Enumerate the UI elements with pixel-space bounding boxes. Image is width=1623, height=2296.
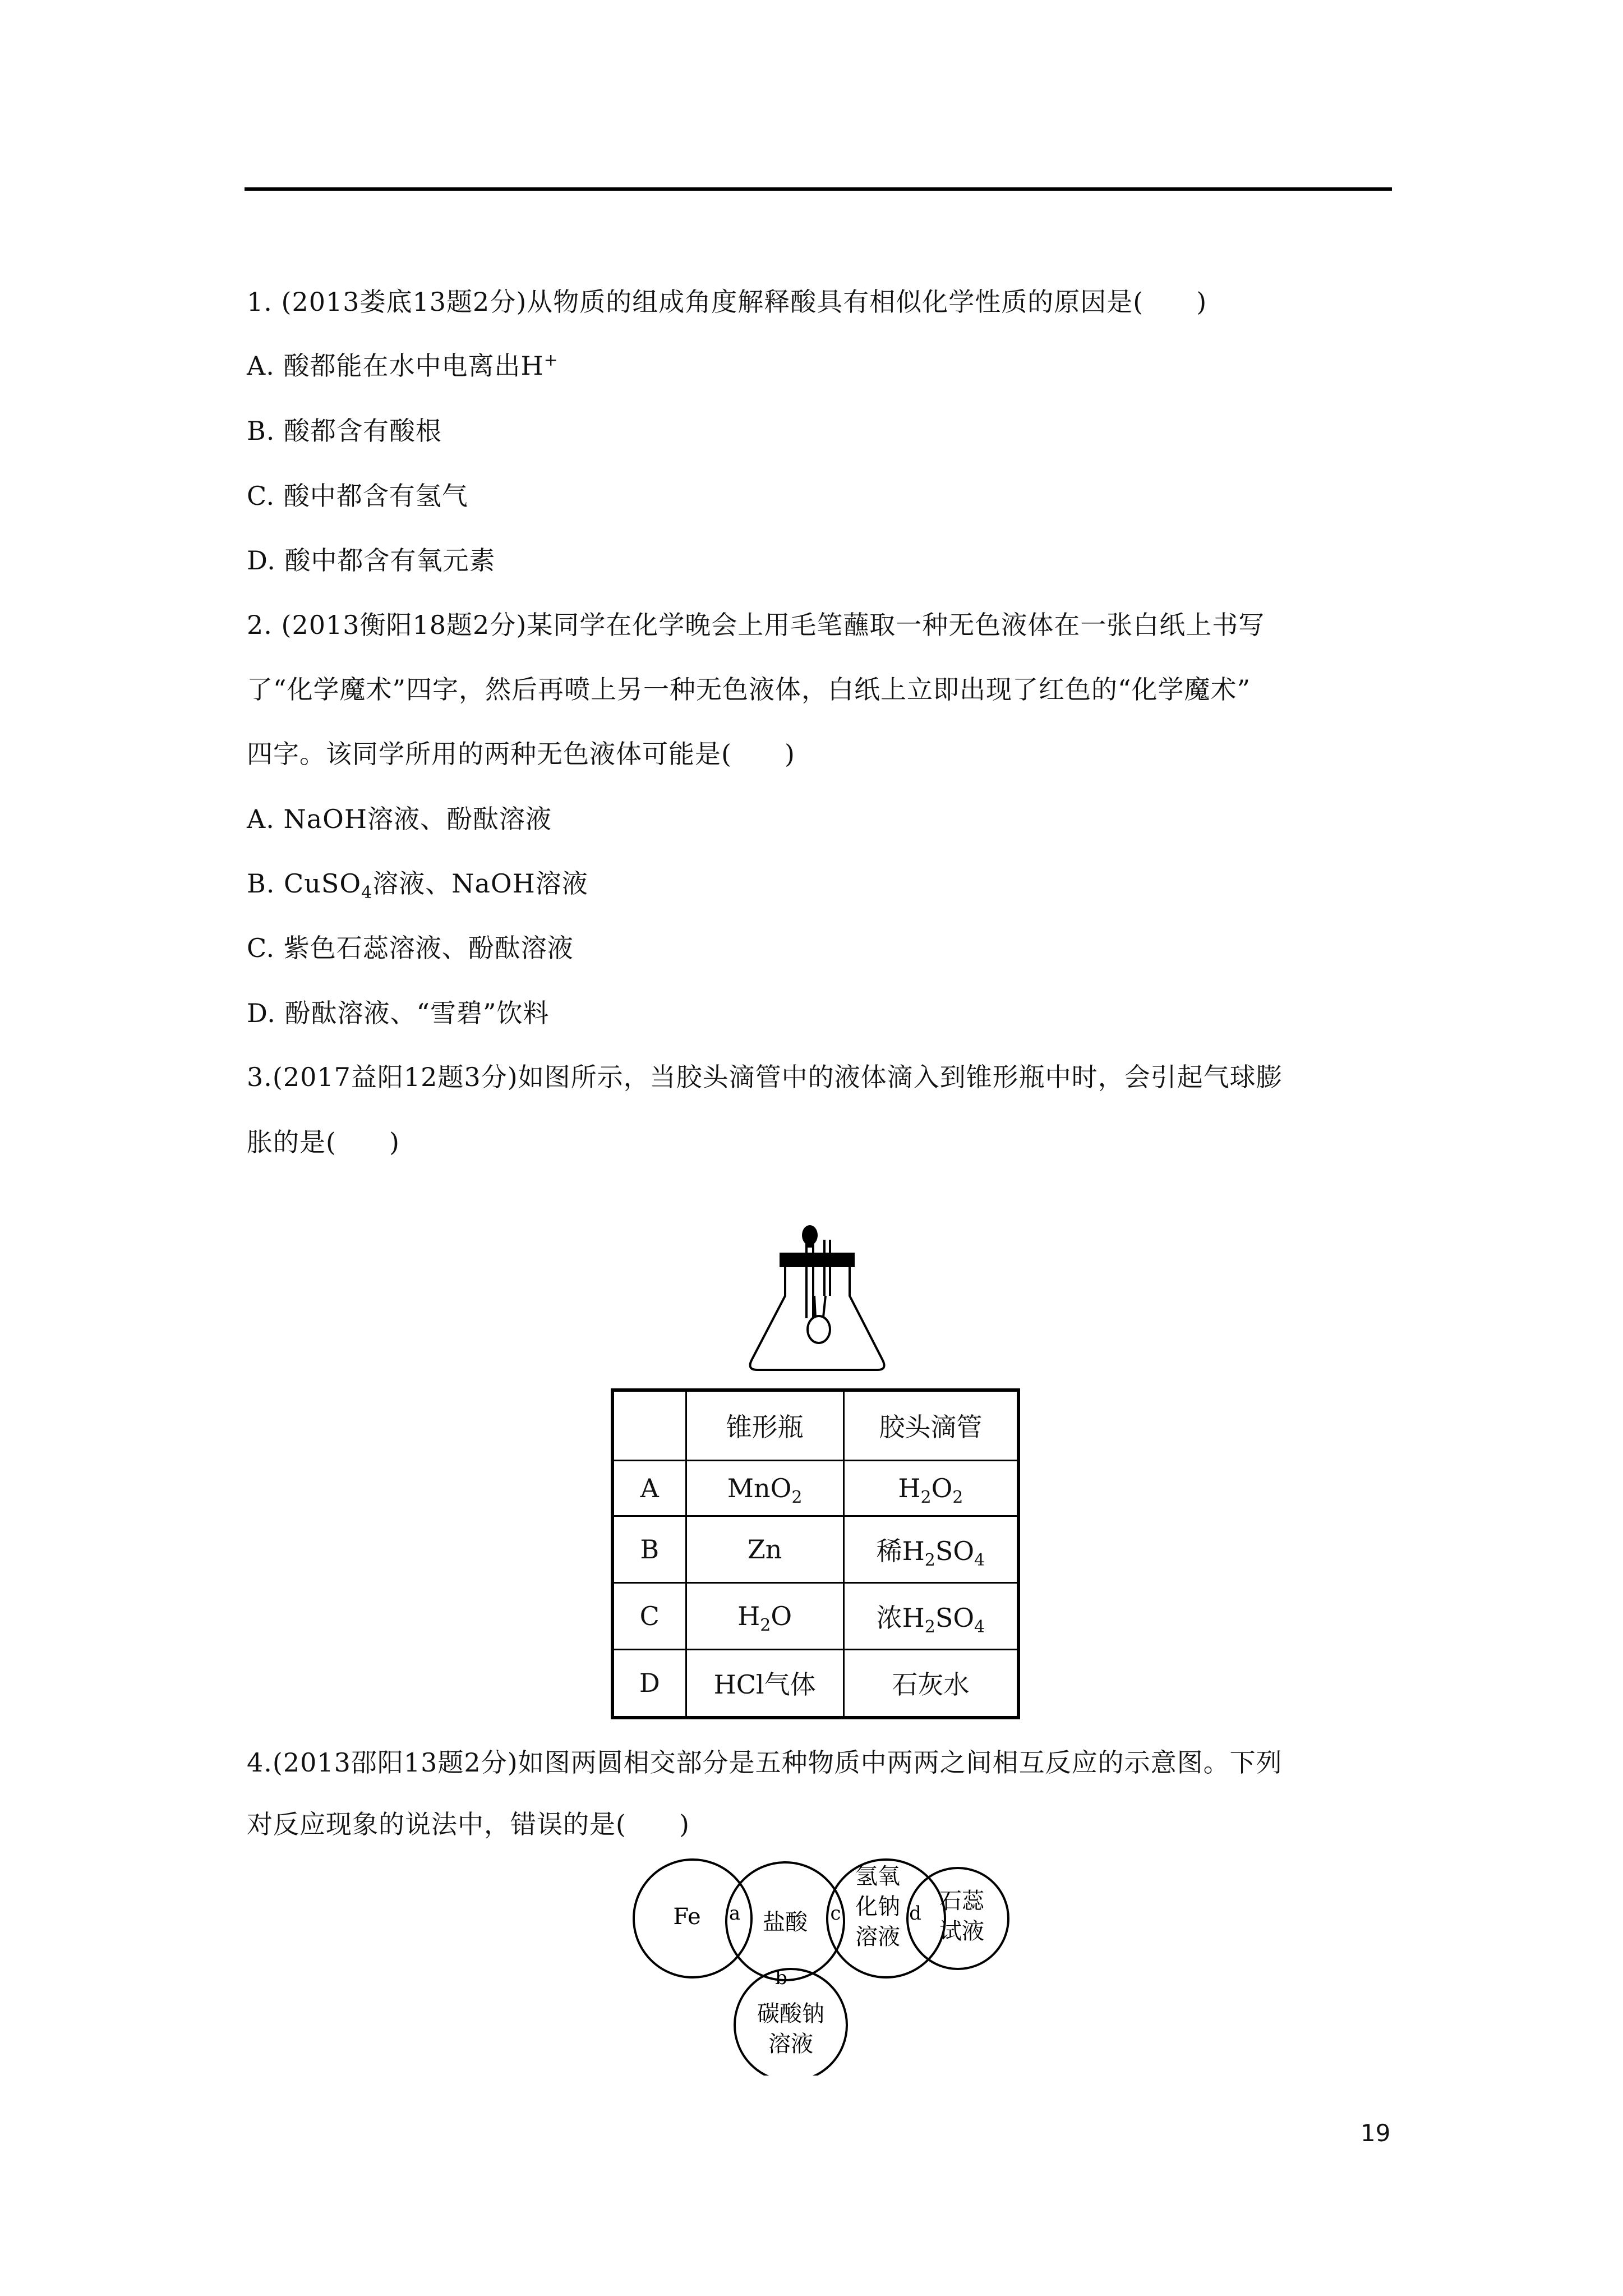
cell-part: MnO <box>727 1473 792 1503</box>
cell-part: O <box>931 1473 953 1503</box>
table-row <box>612 1460 1018 1516</box>
q1-option-a-sup: + <box>543 350 559 370</box>
header-rule <box>245 187 1392 191</box>
cell-sub: 2 <box>760 1615 771 1635</box>
table-cell: A <box>612 1460 686 1516</box>
q1-stem: 1. (2013娄底13题2分)从物质的组成角度解释酸具有相似化学性质的原因是( ) <box>247 287 1207 317</box>
table-header-cell <box>612 1390 686 1460</box>
table-header-row <box>612 1390 1018 1460</box>
cell-part: H <box>737 1600 760 1631</box>
table-row <box>612 1582 1018 1649</box>
table-cell: HCl气体 <box>686 1649 843 1718</box>
q2-stem-line-2: 了“化学魔术”四字，然后再喷上另一种无色液体，白纸上立即出现了红色的“化学魔术” <box>247 674 1251 705</box>
q3-table <box>611 1388 1020 1719</box>
cell-part: SO <box>935 1535 975 1566</box>
q2-option-b <box>247 867 588 903</box>
cell-sub: 4 <box>974 1617 985 1637</box>
q2-stem-line-3: 四字。该同学所用的两种无色液体可能是( ) <box>247 739 795 769</box>
q2-option-d: D. 酚酞溶液、“雪碧”饮料 <box>247 998 550 1028</box>
label-litmus-1: 石蕊 <box>939 1888 984 1914</box>
q1-option-a <box>247 349 559 383</box>
q2-option-b-part1: B. CuSO <box>247 868 362 899</box>
table-cell: 石灰水 <box>843 1649 1018 1718</box>
cell-sub: 2 <box>791 1487 803 1507</box>
q1-option-c: C. 酸中都含有氢气 <box>247 481 468 511</box>
q3-stem-line-2: 胀的是( ) <box>247 1127 400 1157</box>
q1-option-a-text: A. 酸都能在水中电离出H <box>247 351 544 381</box>
table-cell <box>843 1582 1018 1649</box>
page-number: 19 <box>1361 2119 1391 2147</box>
q2-option-c: C. 紫色石蕊溶液、酚酞溶液 <box>247 933 574 963</box>
q3-stem-line-1: 3.(2017益阳12题3分)如图所示，当胶头滴管中的液体滴入到锥形瓶中时，会引起气球膨 <box>247 1062 1283 1092</box>
table-cell: B <box>612 1516 686 1582</box>
label-c: c <box>830 1902 841 1925</box>
label-a: a <box>728 1902 741 1925</box>
label-b: b <box>775 1967 787 1989</box>
cell-part: 浓H <box>876 1602 925 1633</box>
cell-sub: 2 <box>952 1487 963 1507</box>
cell-sub: 4 <box>974 1550 985 1570</box>
cell-part: 稀H <box>876 1535 925 1566</box>
reaction-circles-diagram <box>623 1851 1015 2076</box>
q2-option-a: A. NaOH溶液、酚酞溶液 <box>247 804 552 834</box>
table-cell <box>686 1460 843 1516</box>
label-litmus-2: 试液 <box>939 1918 984 1944</box>
table-cell <box>843 1516 1018 1582</box>
q2-stem-line-1: 2. (2013衡阳18题2分)某同学在化学晚会上用毛笔蘸取一种无色液体在一张白纸上书写 <box>247 610 1265 640</box>
table-cell: Zn <box>686 1516 843 1582</box>
cell-sub: 2 <box>924 1550 935 1570</box>
q1-option-b: B. 酸都含有酸根 <box>247 416 442 446</box>
table-cell <box>686 1582 843 1649</box>
table-row <box>612 1516 1018 1582</box>
q2-option-b-part2: 溶液、NaOH溶液 <box>372 868 588 899</box>
flask-dropper-figure <box>740 1223 892 1386</box>
label-hcl: 盐酸 <box>763 1910 808 1935</box>
cell-part: O <box>771 1600 792 1631</box>
label-naoh-3: 溶液 <box>855 1924 900 1950</box>
q4-stem-line-1: 4.(2013邵阳13题2分)如图两圆相交部分是五种物质中两两之间相互反应的示意图。下列 <box>247 1747 1283 1778</box>
table-cell: C <box>612 1582 686 1649</box>
q2-option-b-sub: 4 <box>361 883 373 903</box>
label-na2co3-2: 溶液 <box>768 2031 813 2057</box>
label-naoh-1: 氢氧 <box>855 1864 900 1889</box>
label-naoh-2: 化钠 <box>855 1894 900 1920</box>
table-header-cell: 胶头滴管 <box>843 1390 1018 1460</box>
cell-sub: 2 <box>920 1487 932 1507</box>
table-header-cell: 锥形瓶 <box>686 1390 843 1460</box>
cell-part: SO <box>935 1602 975 1633</box>
cell-part: H <box>898 1473 921 1503</box>
table-cell <box>843 1460 1018 1516</box>
cell-sub: 2 <box>924 1617 935 1637</box>
table-row <box>612 1649 1018 1718</box>
q1-option-d: D. 酸中都含有氧元素 <box>247 545 496 576</box>
label-d: d <box>909 1902 921 1925</box>
table-cell: D <box>612 1649 686 1718</box>
label-na2co3-1: 碳酸钠 <box>757 2001 824 2027</box>
label-fe: Fe <box>673 1904 701 1930</box>
q4-stem-line-2: 对反应现象的说法中，错误的是( ) <box>247 1809 690 1839</box>
